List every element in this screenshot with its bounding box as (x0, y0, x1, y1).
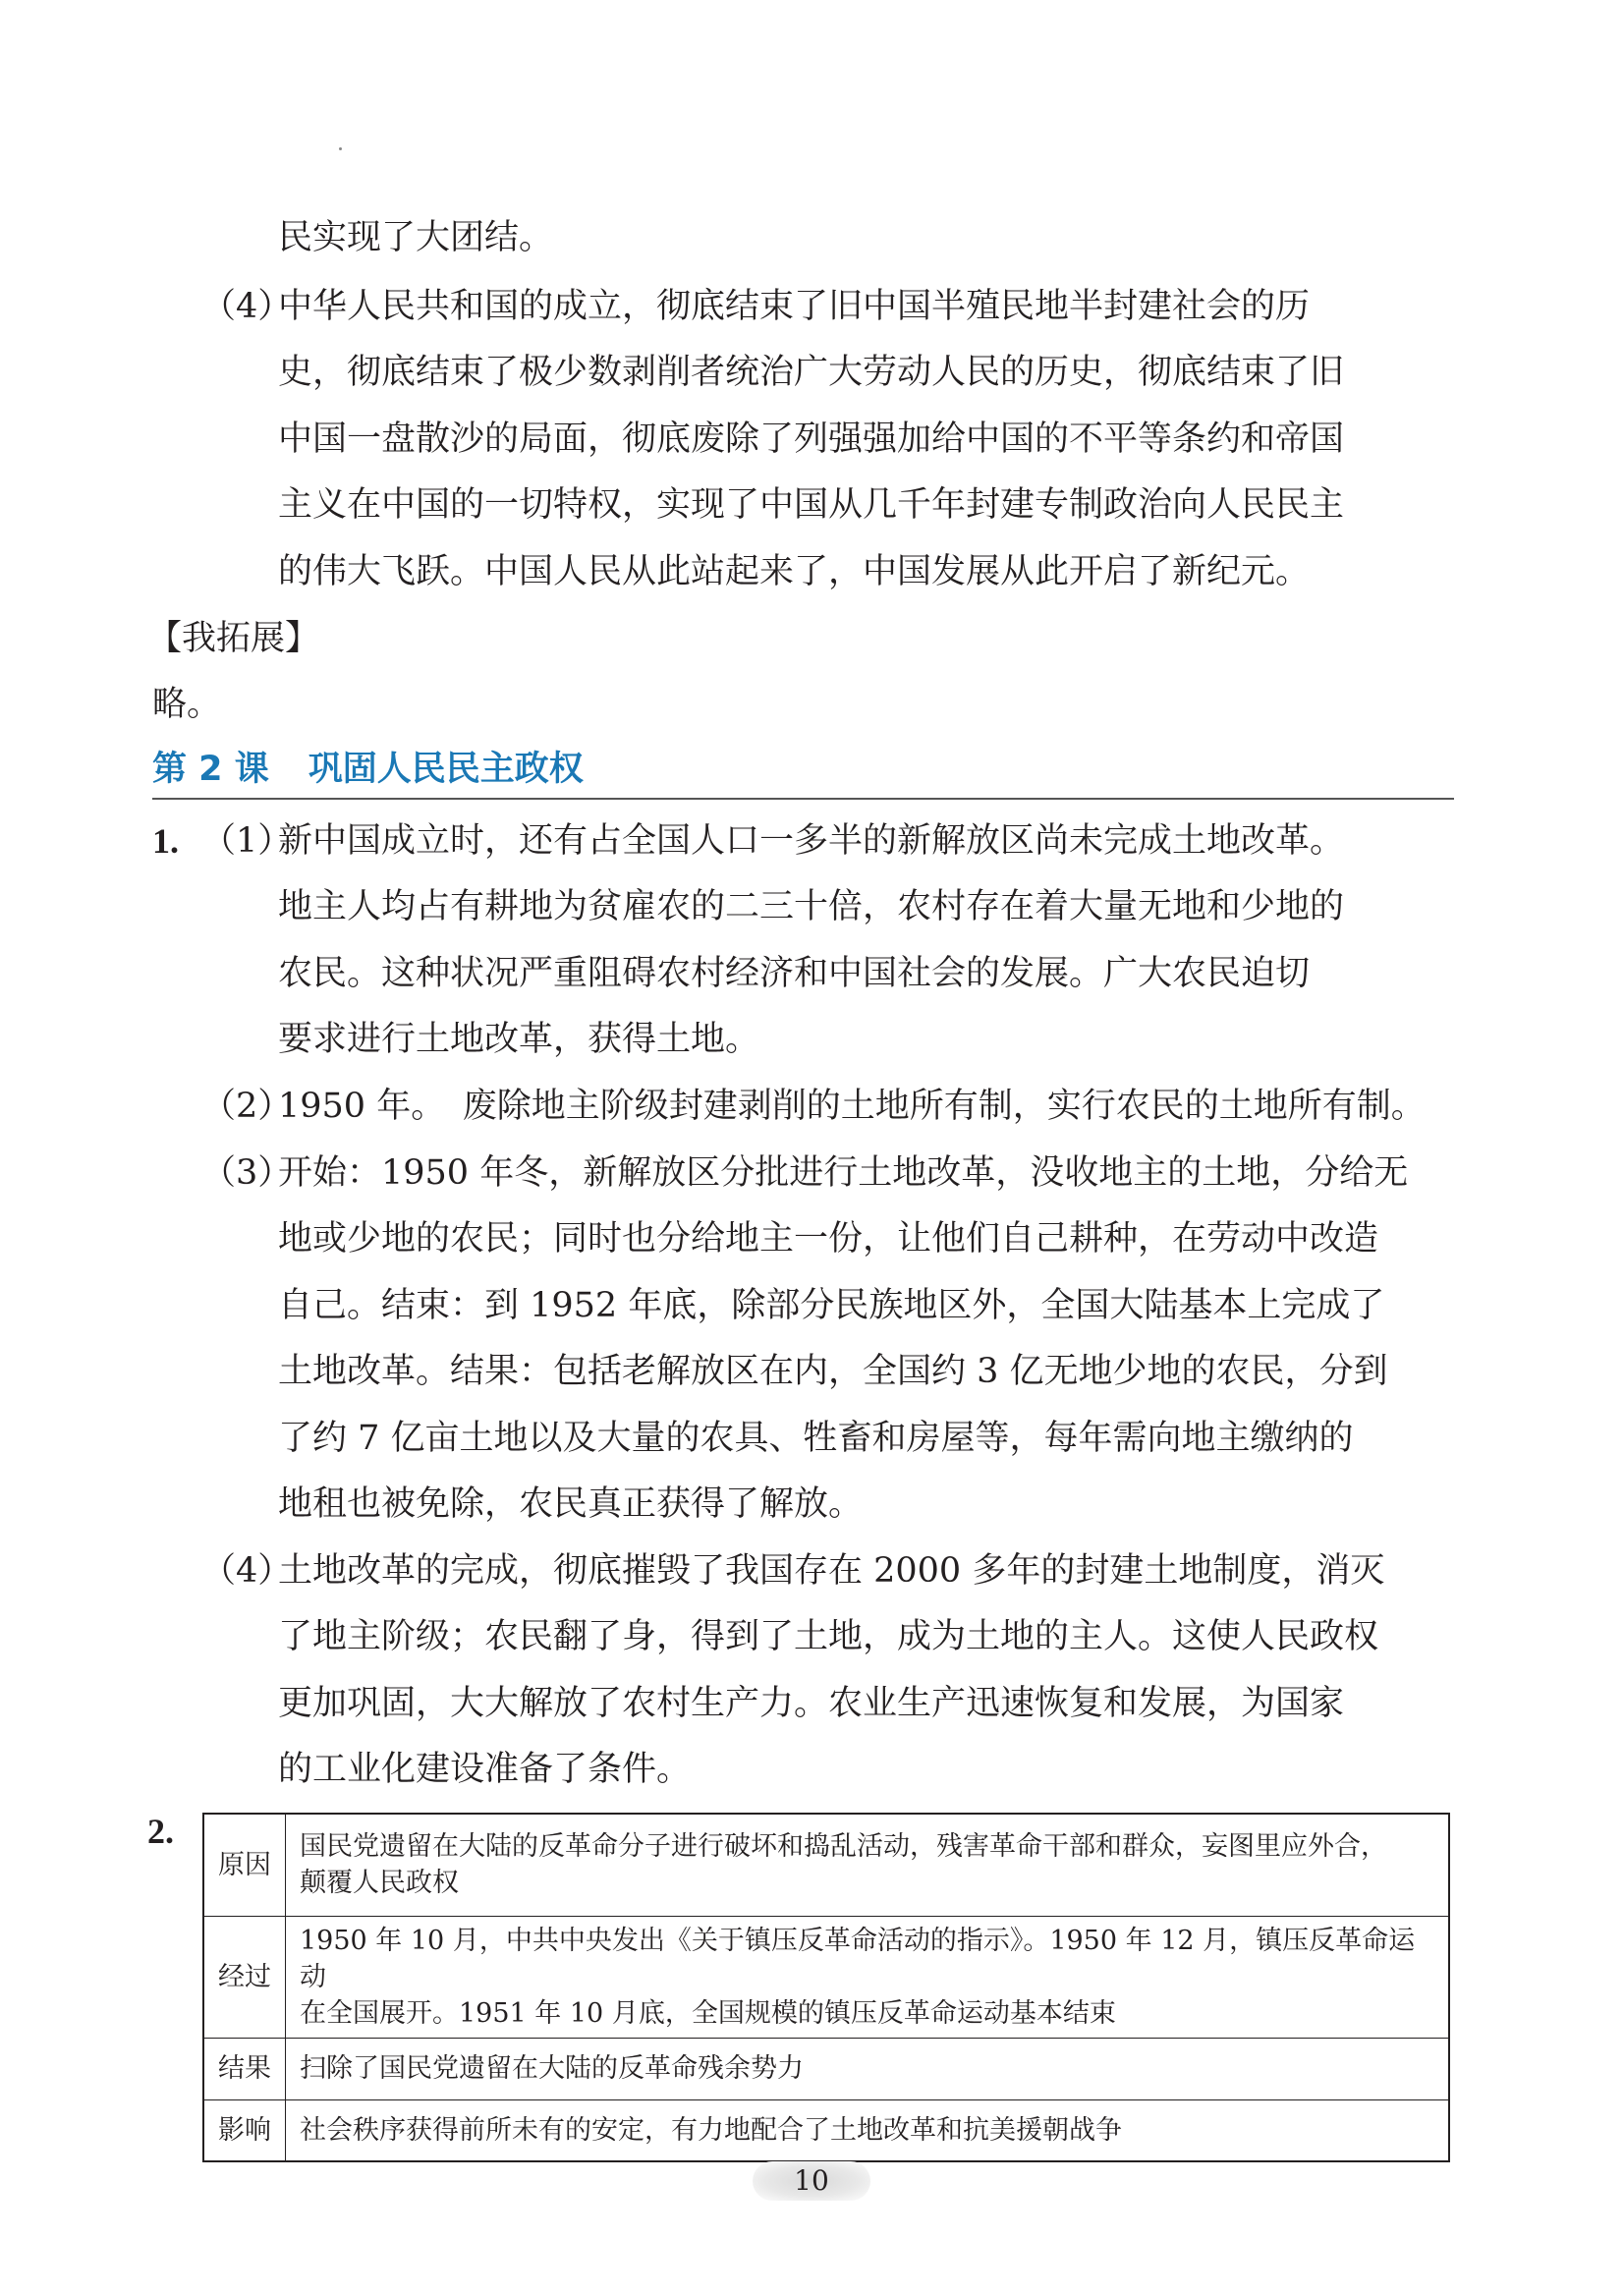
continuation-line: 民实现了大团结。 (278, 218, 554, 257)
item-number: （2） (201, 1087, 293, 1126)
row-content (286, 1916, 1450, 2038)
heading-rule (152, 798, 1454, 800)
text-line: 要求进行土地改革，获得土地。 (278, 1020, 760, 1059)
table-row (203, 1916, 1449, 2038)
summary-table (202, 1813, 1450, 2162)
item-number: （1） (201, 821, 293, 861)
text-line: 史，彻底结束了极少数剥削者统治广大劳动人民的历史，彻底结束了旧 (278, 353, 1345, 392)
scan-speck (339, 147, 342, 150)
item-number: （3） (201, 1153, 293, 1193)
text-line: 地或少地的农民；同时也分给地主一份，让他们自己耕种，在劳动中改造 (278, 1219, 1379, 1259)
row-content (286, 1814, 1450, 1916)
question-number: 1. (152, 821, 179, 861)
row-label: 结果 (203, 2038, 286, 2099)
cell-line: 社会秩序获得前所未有的安定，有力地配合了土地改革和抗美援朝战争 (300, 2114, 1122, 2146)
cell-line: 在全国展开。1951 年 10 月底，全国规模的镇压反革命运动基本结束 (300, 1997, 1116, 2029)
text-line: 的工业化建设准备了条件。 (278, 1750, 692, 1789)
question-number: 2. (147, 1812, 174, 1851)
expand-body: 略。 (152, 685, 222, 724)
lesson-number: 第 2 课 (152, 750, 269, 789)
row-content (286, 2038, 1450, 2099)
text-line: 地主人均占有耕地为贫雇农的二三十倍，农村存在着大量无地和少地的 (278, 887, 1345, 926)
cell-line: 颠覆人民政权 (300, 1868, 459, 1899)
text-line: 农民。这种状况严重阻碍农村经济和中国社会的发展。广大农民迫切 (278, 954, 1311, 993)
cell-line: 扫除了国民党遗留在大陆的反革命残余势力 (300, 2053, 804, 2084)
row-label: 经过 (203, 1916, 286, 2038)
text-line: 开始：1950 年冬，新解放区分批进行土地改革，没收地主的土地，分给无 (278, 1153, 1409, 1193)
text-line: 的伟大飞跃。中国人民从此站起来了，中国发展从此开启了新纪元。 (278, 552, 1311, 591)
table-row (203, 2038, 1449, 2099)
expand-title: 【我拓展】 (147, 619, 320, 658)
text-line: 1950 年。 废除地主阶级封建剥削的土地所有制，实行农民的土地所有制。 (278, 1087, 1426, 1126)
text-line: 土地改革的完成，彻底摧毁了我国存在 2000 多年的封建土地制度，消灭 (278, 1551, 1385, 1591)
text-line: 自己。结束：到 1952 年底，除部分民族地区外，全国大陆基本上完成了 (278, 1286, 1385, 1325)
item-number: （4） (201, 1551, 293, 1591)
row-label: 影响 (203, 2099, 286, 2161)
lesson-heading (152, 745, 584, 794)
text-line: 主义在中国的一切特权，实现了中国从几千年封建专制政治向人民民主 (278, 485, 1345, 525)
text-line: 土地改革。结果：包括老解放区在内，全国约 3 亿无地少地的农民，分到 (278, 1352, 1388, 1391)
text-line: 新中国成立时，还有占全国人口一多半的新解放区尚未完成土地改革。 (278, 821, 1345, 861)
text-line: 了地主阶级；农民翻了身，得到了土地，成为土地的主人。这使人民政权 (278, 1617, 1379, 1656)
text-line: 地租也被免除，农民真正获得了解放。 (278, 1484, 864, 1524)
item-number: （4） (201, 287, 293, 326)
page-number: 10 (753, 2161, 870, 2201)
text-line: 更加巩固，大大解放了农村生产力。农业生产迅速恢复和发展，为国家 (278, 1684, 1345, 1723)
cell-line: 国民党遗留在大陆的反革命分子进行破坏和捣乱活动，残害革命干部和群众，妄图里应外合， (300, 1831, 1387, 1863)
text-line: 中华人民共和国的成立，彻底结束了旧中国半殖民地半封建社会的历 (278, 287, 1311, 326)
lesson-title: 巩固人民民主政权 (308, 750, 584, 789)
table-row (203, 1814, 1449, 1916)
table-row (203, 2099, 1449, 2161)
cell-line: 1950 年 10 月，中共中央发出《关于镇压反革命活动的指示》。1950 年 12 月，镇压反革命运动 (300, 1925, 1416, 1992)
text-line: 中国一盘散沙的局面，彻底废除了列强强加给中国的不平等条约和帝国 (278, 420, 1345, 459)
text-line: 了约 7 亿亩土地以及大量的农具、牲畜和房屋等，每年需向地主缴纳的 (278, 1419, 1354, 1458)
row-label: 原因 (203, 1814, 286, 1916)
row-content (286, 2099, 1450, 2161)
